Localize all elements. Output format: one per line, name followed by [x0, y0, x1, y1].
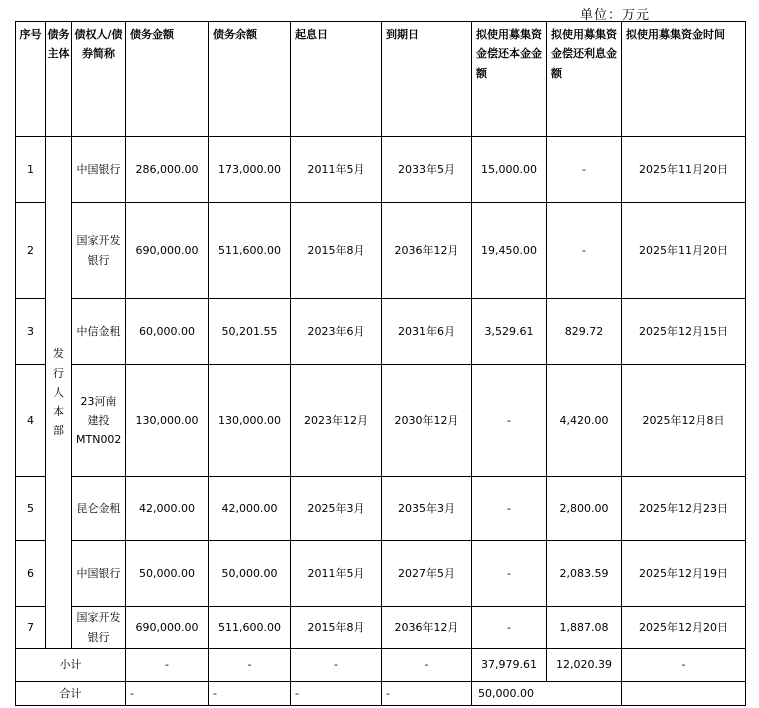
header-use-time: 拟使用募集资金时间 — [622, 22, 746, 137]
cell-creditor: 中国银行 — [72, 137, 126, 203]
cell-start: 2023年6月 — [291, 299, 382, 365]
cell-amount: 286,000.00 — [126, 137, 209, 203]
table-row — [16, 477, 746, 541]
cell-use-time: 2025年12月19日 — [622, 541, 746, 607]
cell-seq: 6 — [16, 541, 46, 607]
subtotal-start: - — [291, 649, 382, 682]
subtotal-use-time: - — [622, 649, 746, 682]
subtotal-principal: 37,979.61 — [472, 649, 547, 682]
subtotal-amount: - — [126, 649, 209, 682]
cell-interest: 2,800.00 — [547, 477, 622, 541]
cell-interest: 4,420.00 — [547, 365, 622, 477]
cell-creditor: 国家开发银行 — [72, 203, 126, 299]
cell-creditor: 国家开发银行 — [72, 607, 126, 649]
cell-use-time: 2025年12月8日 — [622, 365, 746, 477]
cell-amount: 130,000.00 — [126, 365, 209, 477]
cell-creditor: 中国银行 — [72, 541, 126, 607]
subtotal-label: 小计 — [16, 649, 126, 682]
cell-amount: 690,000.00 — [126, 203, 209, 299]
cell-due: 2036年12月 — [382, 607, 472, 649]
cell-seq: 7 — [16, 607, 46, 649]
table-row — [16, 365, 746, 477]
cell-balance: 511,600.00 — [209, 203, 291, 299]
debt-repayment-table — [15, 21, 746, 706]
cell-due: 2031年6月 — [382, 299, 472, 365]
subtotal-due: - — [382, 649, 472, 682]
header-start: 起息日 — [291, 22, 382, 137]
header-amount: 债务金额 — [126, 22, 209, 137]
cell-balance: 50,201.55 — [209, 299, 291, 365]
subtotal-interest: 12,020.39 — [547, 649, 622, 682]
cell-start: 2011年5月 — [291, 137, 382, 203]
cell-seq: 4 — [16, 365, 46, 477]
cell-use-time: 2025年11月20日 — [622, 137, 746, 203]
header-subject: 债务主体 — [46, 22, 72, 137]
cell-principal: - — [472, 477, 547, 541]
cell-principal: - — [472, 541, 547, 607]
cell-issuer: 发行人本部 — [46, 137, 72, 649]
cell-due: 2033年5月 — [382, 137, 472, 203]
cell-interest: 1,887.08 — [547, 607, 622, 649]
cell-creditor: 中信金租 — [72, 299, 126, 365]
subtotal-balance: - — [209, 649, 291, 682]
total-principal: 50,000.00 — [472, 682, 622, 706]
cell-due: 2036年12月 — [382, 203, 472, 299]
cell-principal: 15,000.00 — [472, 137, 547, 203]
cell-principal: - — [472, 607, 547, 649]
total-row — [16, 682, 746, 706]
cell-due: 2035年3月 — [382, 477, 472, 541]
cell-interest: 2,083.59 — [547, 541, 622, 607]
cell-principal: - — [472, 365, 547, 477]
header-seq: 序号 — [16, 22, 46, 137]
cell-balance: 130,000.00 — [209, 365, 291, 477]
cell-use-time: 2025年12月15日 — [622, 299, 746, 365]
cell-start: 2015年8月 — [291, 203, 382, 299]
total-use-time — [622, 682, 746, 706]
cell-start: 2015年8月 — [291, 607, 382, 649]
table-row — [16, 541, 746, 607]
cell-use-time: 2025年11月20日 — [622, 203, 746, 299]
header-principal: 拟使用募集资金偿还本金金额 — [472, 22, 547, 137]
cell-principal: 19,450.00 — [472, 203, 547, 299]
cell-balance: 511,600.00 — [209, 607, 291, 649]
cell-balance: 173,000.00 — [209, 137, 291, 203]
table-row — [16, 607, 746, 649]
cell-interest: 829.72 — [547, 299, 622, 365]
table-row — [16, 299, 746, 365]
header-due: 到期日 — [382, 22, 472, 137]
cell-interest: - — [547, 137, 622, 203]
cell-amount: 60,000.00 — [126, 299, 209, 365]
cell-seq: 5 — [16, 477, 46, 541]
cell-balance: 50,000.00 — [209, 541, 291, 607]
header-balance: 债务余额 — [209, 22, 291, 137]
cell-due: 2027年5月 — [382, 541, 472, 607]
total-due: - — [382, 682, 472, 706]
total-balance: - — [209, 682, 291, 706]
total-label: 合计 — [16, 682, 126, 706]
total-start: - — [291, 682, 382, 706]
cell-creditor: 昆仑金租 — [72, 477, 126, 541]
cell-start: 2011年5月 — [291, 541, 382, 607]
cell-seq: 1 — [16, 137, 46, 203]
cell-balance: 42,000.00 — [209, 477, 291, 541]
cell-use-time: 2025年12月20日 — [622, 607, 746, 649]
cell-principal: 3,529.61 — [472, 299, 547, 365]
cell-start: 2023年12月 — [291, 365, 382, 477]
cell-amount: 690,000.00 — [126, 607, 209, 649]
cell-amount: 50,000.00 — [126, 541, 209, 607]
cell-due: 2030年12月 — [382, 365, 472, 477]
header-interest: 拟使用募集资金偿还利息金额 — [547, 22, 622, 137]
cell-interest: - — [547, 203, 622, 299]
unit-label: 单位：万元 — [580, 8, 651, 23]
header-creditor: 债权人/债券简称 — [72, 22, 126, 137]
cell-use-time: 2025年12月23日 — [622, 477, 746, 541]
header-row — [16, 22, 746, 137]
cell-seq: 2 — [16, 203, 46, 299]
cell-amount: 42,000.00 — [126, 477, 209, 541]
cell-seq: 3 — [16, 299, 46, 365]
total-amount: - — [126, 682, 209, 706]
cell-start: 2025年3月 — [291, 477, 382, 541]
table-row — [16, 203, 746, 299]
table-row — [16, 137, 746, 203]
subtotal-row — [16, 649, 746, 682]
cell-creditor: 23河南建投MTN002 — [72, 365, 126, 477]
